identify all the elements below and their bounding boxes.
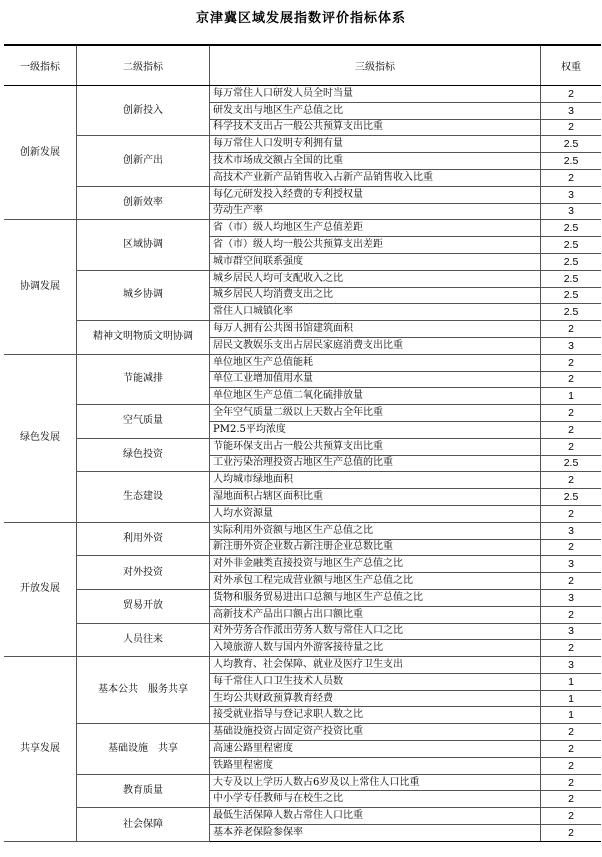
table-row [4,472,601,489]
level2-cell: 节能减排 [77,354,210,404]
level2-cell: 创新效率 [77,186,210,220]
level1-cell: 协调发展 [4,220,77,354]
level3-indicator: PM2.5平均浓度 [210,421,541,438]
level3-indicator: 劳动生产率 [210,203,541,220]
level2-cell: 基本公共 服务共享 [77,657,210,724]
level3-indicator: 高新技术产品出口额占出口额比重 [210,606,541,623]
table-row [4,186,601,203]
level3-indicator: 研发支出与地区生产总值之比 [210,102,541,119]
level3-indicator: 居民文教娱乐支出占居民家庭消费支出比重 [210,337,541,354]
level3-indicator: 单位地区生产总值能耗 [210,354,541,371]
table-row [4,589,601,606]
level1-cell: 创新发展 [4,86,77,220]
header-level3: 三级指标 [210,45,541,86]
level3-indicator: 大专及以上学历人数占6岁及以上常住人口比重 [210,774,541,791]
weight-value: 3 [541,102,602,119]
level3-indicator: 新注册外资企业数占新注册企业总数比重 [210,539,541,556]
level3-indicator: 技术市场成交额占全国的比重 [210,153,541,170]
weight-value: 2 [541,405,602,422]
weight-value: 2 [541,791,602,808]
weight-value: 2.5 [541,455,602,472]
weight-value: 2 [541,724,602,741]
header-level2: 二级指标 [77,45,210,86]
level2-cell: 区域协调 [77,220,210,270]
level3-indicator: 单位工业增加值用水量 [210,371,541,388]
level3-indicator: 全年空气质量二级以上天数占全年比重 [210,405,541,422]
weight-value: 2 [541,169,602,186]
weight-value: 2.5 [541,287,602,304]
weight-value: 2 [541,354,602,371]
header-weight: 权重 [541,45,602,86]
table-row [4,321,601,338]
level3-indicator: 单位地区生产总值二氧化硫排放量 [210,388,541,405]
weight-value: 2 [541,757,602,774]
weight-value: 2.5 [541,304,602,321]
level3-indicator: 实际利用外资额与地区生产总值之比 [210,522,541,539]
weight-value: 3 [541,186,602,203]
level1-cell: 开放发展 [4,522,77,656]
weight-value: 2.5 [541,237,602,254]
weight-value: 2.5 [541,220,602,237]
table-row [4,623,601,640]
level3-indicator: 基础设施投资占固定资产投资比重 [210,724,541,741]
level2-cell: 利用外资 [77,522,210,556]
weight-value: 2 [541,573,602,590]
weight-value: 3 [541,522,602,539]
table-row [4,438,601,455]
table-title: 京津冀区域发展指数评价指标体系 [195,11,406,26]
indicator-table [4,44,601,842]
level2-cell: 人员往来 [77,623,210,657]
level2-cell: 社会保障 [77,808,210,842]
weight-value: 2 [541,371,602,388]
weight-value: 2 [541,321,602,338]
weight-value: 2.5 [541,270,602,287]
level3-indicator: 常住人口城镇化率 [210,304,541,321]
weight-value: 3 [541,623,602,640]
level3-indicator: 人均水资源量 [210,505,541,522]
level3-indicator: 生均公共财政预算教育经费 [210,690,541,707]
level3-indicator: 人均教育、社会保障、就业及医疗卫生支出 [210,657,541,674]
weight-value: 2 [541,119,602,136]
weight-value: 2 [541,774,602,791]
level1-cell: 共享发展 [4,657,77,842]
table-row [4,556,601,573]
weight-value: 2 [541,438,602,455]
weight-value: 1 [541,673,602,690]
weight-value: 3 [541,589,602,606]
level3-indicator: 铁路里程密度 [210,757,541,774]
weight-value: 2 [541,640,602,657]
weight-value: 3 [541,657,602,674]
weight-value: 2 [541,825,602,842]
weight-value: 2 [541,472,602,489]
level3-indicator: 货物和服务贸易进出口总额与地区生产总值之比 [210,589,541,606]
level3-indicator: 对外承包工程完成营业额与地区生产总值之比 [210,573,541,590]
level3-indicator: 工业污染治理投资占地区生产总值的比重 [210,455,541,472]
weight-value: 2.5 [541,253,602,270]
level3-indicator: 中小学专任教师与在校生之比 [210,791,541,808]
level2-cell: 空气质量 [77,405,210,439]
level3-indicator: 每亿元研发投入经费的专利授权量 [210,186,541,203]
weight-value: 2 [541,539,602,556]
level3-indicator: 高速公路里程密度 [210,741,541,758]
weight-value: 1 [541,690,602,707]
level3-indicator: 省（市）级人均地区生产总值差距 [210,220,541,237]
table-row [4,86,601,103]
weight-value: 2.5 [541,489,602,506]
level3-indicator: 对外劳务合作派出劳务人数与常住人口之比 [210,623,541,640]
table-body [4,86,601,842]
level3-indicator: 每万常住人口研发人员全时当量 [210,86,541,103]
level2-cell: 精神文明物质文明协调 [77,321,210,355]
level3-indicator: 最低生活保障人数占常住人口比重 [210,808,541,825]
table-row [4,136,601,153]
weight-value: 2 [541,606,602,623]
level2-cell: 教育质量 [77,774,210,808]
level3-indicator: 入境旅游人数与国内外游客接待量之比 [210,640,541,657]
level3-indicator: 基本养老保险参保率 [210,825,541,842]
level3-indicator: 科学技术支出占一般公共预算支出比重 [210,119,541,136]
level3-indicator: 人均城市绿地面积 [210,472,541,489]
table-row [4,522,601,539]
level3-indicator: 城乡居民人均可支配收入之比 [210,270,541,287]
level2-cell: 对外投资 [77,556,210,590]
level1-cell: 绿色发展 [4,354,77,522]
level2-cell: 贸易开放 [77,589,210,623]
weight-value: 2 [541,808,602,825]
level3-indicator: 每万常住人口发明专利拥有量 [210,136,541,153]
table-row [4,774,601,791]
level2-cell: 城乡协调 [77,270,210,320]
weight-value: 2 [541,741,602,758]
header-level1: 一级指标 [4,45,77,86]
level2-cell: 创新产出 [77,136,210,186]
weight-value: 2.5 [541,136,602,153]
weight-value: 2 [541,505,602,522]
weight-value: 2 [541,421,602,438]
level3-indicator: 接受就业指导与登记求职人数之比 [210,707,541,724]
level2-cell: 创新投入 [77,86,210,136]
weight-value: 1 [541,707,602,724]
table-row [4,405,601,422]
table-row [4,657,601,674]
table-row [4,724,601,741]
weight-value: 3 [541,203,602,220]
level3-indicator: 高技术产业新产品销售收入占新产品销售收入比重 [210,169,541,186]
level3-indicator: 每千常住人口卫生技术人员数 [210,673,541,690]
level3-indicator: 城乡居民人均消费支出之比 [210,287,541,304]
level3-indicator: 湿地面积占辖区面积比重 [210,489,541,506]
level3-indicator: 对外非金融类直接投资与地区生产总值之比 [210,556,541,573]
level2-cell: 绿色投资 [77,438,210,472]
weight-value: 2 [541,86,602,103]
weight-value: 1 [541,388,602,405]
level2-cell: 基础设施 共享 [77,724,210,774]
level3-indicator: 每万人拥有公共图书馆建筑面积 [210,321,541,338]
weight-value: 3 [541,337,602,354]
weight-value: 2.5 [541,153,602,170]
level2-cell: 生态建设 [77,472,210,522]
level3-indicator: 城市群空间联系强度 [210,253,541,270]
weight-value: 3 [541,556,602,573]
table-row [4,354,601,371]
header-row [4,45,601,86]
level3-indicator: 省（市）级人均一般公共预算支出差距 [210,237,541,254]
level3-indicator: 节能环保支出占一般公共预算支出比重 [210,438,541,455]
table-row [4,220,601,237]
table-row [4,808,601,825]
table-row [4,270,601,287]
